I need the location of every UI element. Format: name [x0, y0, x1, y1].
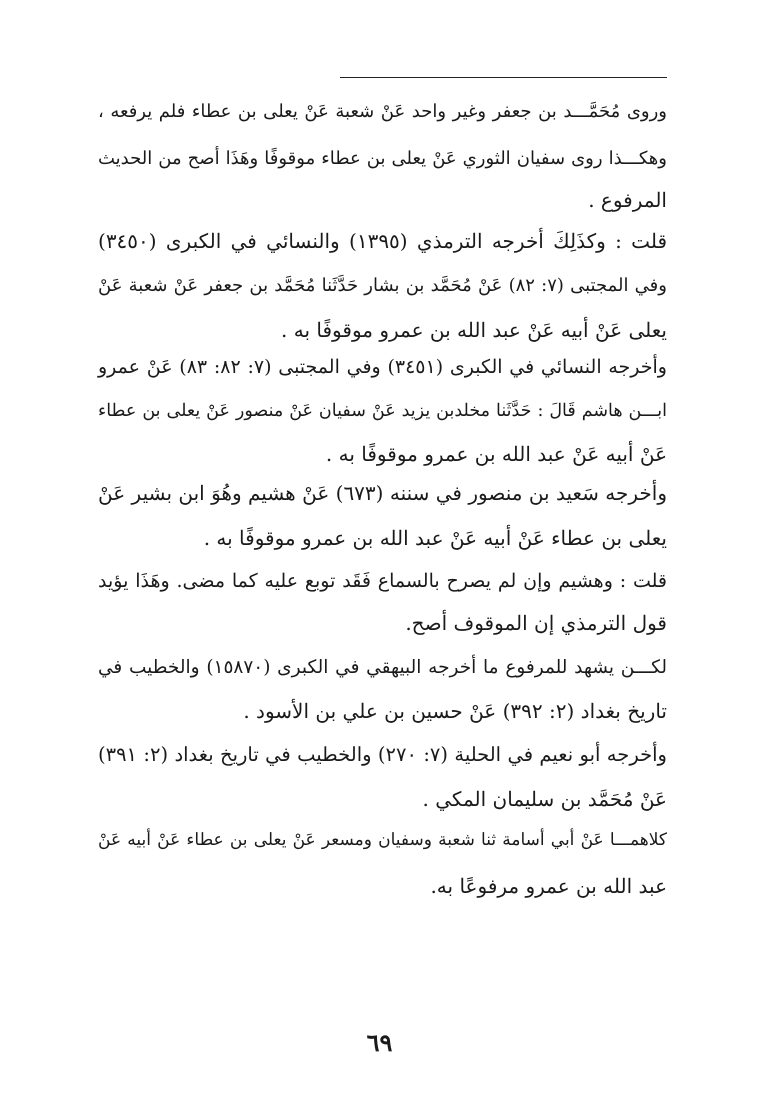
text-line-7: وأخرجه النسائي في الكبرى (٣٤٥١) وفي المجتبى (٧: ٨٢: ٨٣) عَنْ عمرو — [98, 356, 667, 378]
text-line-10: وأخرجه سَعيد بن منصور في سننه (٦٧٣) عَنْ هشيم وهُوَ ابن بشير عَنْ — [98, 481, 667, 505]
text-line-6: يعلى عَنْ أبيه عَنْ عبد الله بن عمرو موقوفًا به . — [281, 318, 667, 342]
text-line-12: قلت : وهشيم وإن لم يصرح بالسماع فَقَد توبع عليه كما مضى. وهَذَا يؤيد — [98, 570, 667, 592]
header-rule — [340, 77, 667, 78]
text-line-8: ابـــن هاشم قَالَ : حَدَّثَنا مخلدبن يزيد عَنْ سفيان عَنْ منصور عَنْ يعلى بن عطاء — [98, 401, 667, 421]
text-line-19: عبد الله بن عمرو مرفوعًا به. — [430, 874, 667, 898]
text-line-9: عَنْ أبيه عَنْ عبد الله بن عمرو موقوفًا به . — [325, 442, 667, 466]
text-line-5: وفي المجتبى (٧: ٨٢) عَنْ مُحَمَّد بن بشار حَدَّثَنا مُحَمَّد بن جعفر عَنْ شعبة عَنْ — [98, 275, 667, 296]
text-line-11: يعلى بن عطاء عَنْ أبيه عَنْ عبد الله بن عمرو موقوفًا به . — [203, 526, 667, 550]
text-line-13: قول الترمذي إن الموقوف أصح. — [405, 611, 667, 635]
text-line-1: وروى مُحَمَّـــد بن جعفر وغير واحد عَنْ شعبة عَنْ يعلى بن عطاء فلم يرفعه ، — [98, 101, 667, 122]
text-line-14: لكـــن يشهد للمرفوع ما أخرجه البيهقي في الكبرى (١٥٨٧٠) والخطيب في — [98, 657, 667, 678]
text-line-15: تاريخ بغداد (٢: ٣٩٢) عَنْ حسين بن علي بن الأسود . — [243, 699, 667, 723]
page-number: ٦٩ — [366, 1028, 393, 1057]
text-line-3: المرفوع . — [588, 188, 667, 212]
text-line-17: عَنْ مُحَمَّد بن سليمان المكي . — [422, 787, 667, 811]
text-line-16: وأخرجه أبو نعيم في الحلية (٧: ٢٧٠) والخطيب في تاريخ بغداد (٢: ٣٩١) — [98, 743, 667, 766]
text-line-18: كلاهمـــا عَنْ أبي أسامة ثنا شعبة وسفيان ومسعر عَنْ يعلى بن عطاء عَنْ أبيه عَنْ — [98, 830, 667, 850]
text-line-2: وهكـــذا روى سفيان الثوري عَنْ يعلى بن عطاء موقوفًا وهَذَا أصح من الحديث — [98, 148, 667, 169]
text-line-4: قلت : وكذَلِكَ أخرجه الترمذي (١٣٩٥) والنسائي في الكبرى (٣٤٥٠) — [98, 229, 667, 253]
